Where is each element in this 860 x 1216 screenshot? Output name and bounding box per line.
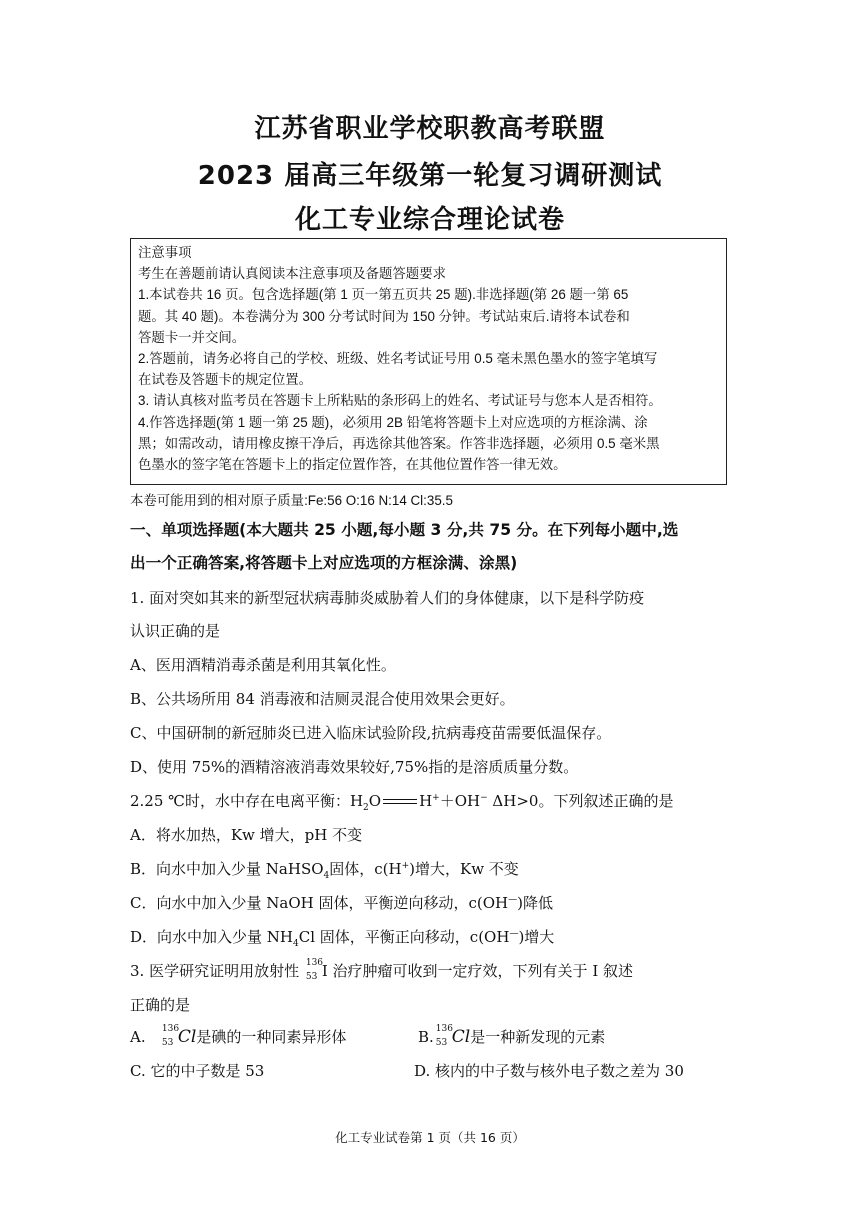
q2-option-b: B．向水中加入少量 NaHSO$_4$固体，c(H+)增大，Kw 不变 [130, 860, 519, 881]
notice-line: 在试卷及答题卡的规定位置。 [138, 372, 313, 388]
page-footer: 化工专业试卷第 1 页（共 16 页） [335, 1130, 525, 1145]
q2-option-a: A．将水加热，Kw 增大，pH 不变 [130, 826, 363, 844]
section-heading-line1: 一、单项选择题(本大题共 25 小题,每小题 3 分,共 75 分。在下列每小题中,选 [130, 521, 679, 539]
q1-option-c: C、中国研制的新冠肺炎已进入临床试验阶段,抗病毒疫苗需要低温保存。 [130, 724, 612, 742]
q3-option-d: D. 核内的中子数与核外电子数之差为 30 [414, 1062, 684, 1080]
isotope-notation: 136 53 [305, 958, 324, 982]
notice-line: 考生在善题前请认真阅读本注意事项及备题答题要求 [138, 266, 446, 282]
isotope-notation: 136 53 [435, 1024, 453, 1048]
q3-option-a: A. 136 53 Cl是碘的一种同素异形体 [130, 1024, 347, 1048]
exam-title-line3: 化工专业综合理论试卷 [294, 205, 565, 235]
section-heading-line2: 出一个正确答案,将答题卡上对应选项的方框涂满、涂黑) [130, 554, 518, 572]
atomic-mass-line: 本卷可能用到的相对原子质量:Fe:56 O:16 N:14 Cl:35.5 [130, 493, 453, 508]
notice-line: 3. 请认真核对监考员在答题卡上所粘贴的条形码上的姓名、考试证号与您本人是否相符。 [138, 393, 662, 409]
q2-stem: 2.25 ℃时，水中存在电离平衡：$H_2O$ H+＋OH− ΔH>0。下列叙述正确的是 [130, 792, 674, 813]
q1-stem-line2: 认识正确的是 [130, 622, 221, 640]
q1-option-d: D、使用 75%的酒精溶液消毒效果较好,75%指的是溶质质量分数。 [130, 758, 579, 776]
notice-line: 题。其 40 题)。本卷满分为 300 分考试时间为 150 分钟。考试站束后.请将本试卷和 [138, 308, 630, 324]
q3-option-b: B. 136 53 Cl是一种新发现的元素 [418, 1024, 606, 1048]
equilibrium-arrow-icon [383, 797, 417, 807]
notice-line: 注意事项 [138, 245, 192, 260]
q1-option-b: B、公共场所用 84 消毒液和洁厕灵混合使用效果会更好。 [130, 690, 515, 708]
notice-line: 黑；如需改动，请用橡皮擦干净后，再选徐其他答案。作答非选择题，必须用 0.5 毫米黑 [138, 435, 660, 451]
notice-line: 1.本试卷共 16 页。包含选择题(第 1 页一第五页共 25 题).非选择题(第 26 题一第 65 [138, 287, 629, 303]
q1-option-a: A、医用酒精消毒杀菌是利用其氧化性。 [130, 656, 396, 674]
exam-title-line1: 江苏省职业学校职教高考联盟 [254, 114, 606, 144]
q3-option-c: C. 它的中子数是 53 [130, 1062, 265, 1080]
q2-option-c: C．向水中加入少量 NaOH 固体，平衡逆向移动，c(OH—)降低 [130, 894, 553, 912]
q3-stem-line2: 正确的是 [130, 996, 191, 1014]
notice-line: 答题卡一并交间。 [138, 329, 246, 345]
exam-title-line2: 2023 届高三年级第一轮复习调研测试 [197, 161, 663, 191]
q3-stem-line1: 3. 医学研究证明用放射性 136 53 I 治疗肿瘤可收到一定疗效，下列有关于 I 叙述 [130, 958, 634, 982]
isotope-notation: 136 53 [161, 1024, 180, 1048]
q2-option-d: D．向水中加入少量 $NH_4Cl$ 固体，平衡正向移动，c(OH—)增大 [130, 928, 555, 949]
notice-line: 色墨水的签字笔在答题卡上的指定位置作答，在其他位置作答一律无效。 [138, 457, 567, 473]
notice-line: 2.答题前，请务必将自己的学校、班级、姓名考试证号用 0.5 毫未黑色墨水的签字笔填写 [138, 351, 658, 367]
notice-box [130, 238, 727, 485]
notice-line: 4.作答选择题(第 1 题一第 25 题)，必须用 2B 铅笔将答题卡上对应选项的方框涂满、涂 [138, 414, 648, 430]
q1-stem-line1: 1. 面对突如其来的新型冠状病毒肺炎威胁着人们的身体健康，以下是科学防疫 [130, 589, 645, 607]
